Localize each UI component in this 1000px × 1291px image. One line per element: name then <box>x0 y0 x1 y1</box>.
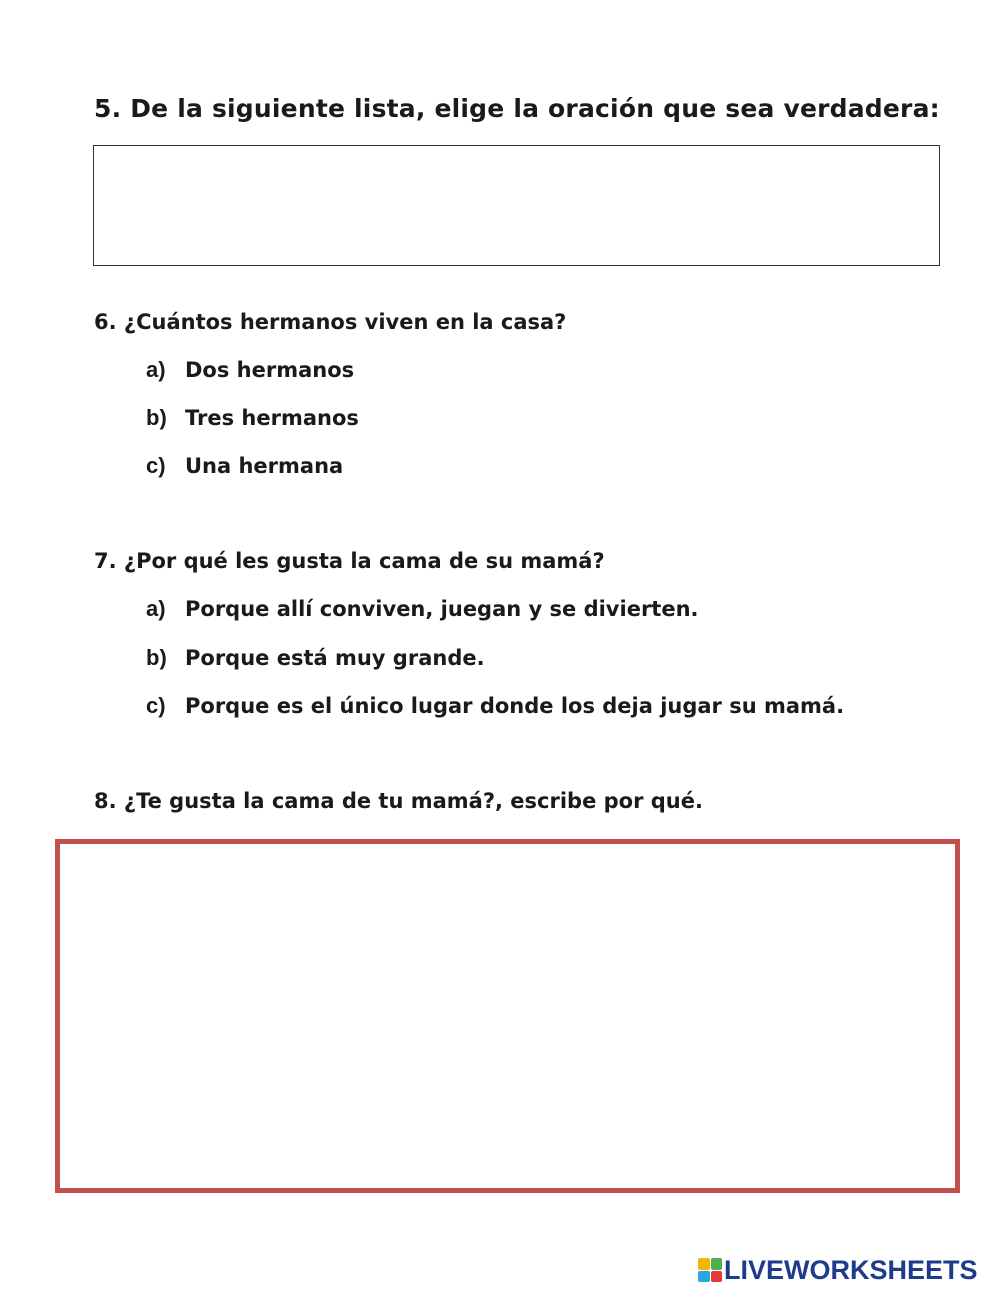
question-8-answer-textarea[interactable] <box>55 839 960 1193</box>
question-6-text: 6. ¿Cuántos hermanos viven en la casa? <box>94 310 567 334</box>
question-5-answer-dropdown[interactable] <box>93 145 940 266</box>
liveworksheets-logo <box>698 1255 978 1285</box>
option-text: Una hermana <box>185 454 344 478</box>
question-7-option-c[interactable] <box>146 693 844 719</box>
liveworksheets-logo-icon <box>698 1258 722 1282</box>
option-letter: c) <box>146 693 166 718</box>
question-6-option-a[interactable] <box>146 357 354 383</box>
option-letter: c) <box>146 453 166 478</box>
option-text: Dos hermanos <box>185 358 355 382</box>
option-letter: b) <box>146 645 167 670</box>
option-letter: b) <box>146 405 167 430</box>
option-text: Porque está muy grande. <box>185 646 485 670</box>
question-8-text: 8. ¿Te gusta la cama de tu mamá?, escribe por qué. <box>94 789 703 813</box>
option-text: Tres hermanos <box>185 406 359 430</box>
option-text: Porque allí conviven, juegan y se divierten. <box>185 597 699 621</box>
option-letter: a) <box>146 596 166 621</box>
option-text: Porque es el único lugar donde los deja jugar su mamá. <box>185 694 845 718</box>
logo-text: LIVEWORKSHEETS <box>724 1254 978 1285</box>
question-6-option-b[interactable] <box>146 405 359 431</box>
question-7-option-b[interactable] <box>146 645 485 671</box>
option-letter: a) <box>146 357 166 382</box>
question-7-option-a[interactable] <box>146 596 699 622</box>
question-7-text: 7. ¿Por qué les gusta la cama de su mamá? <box>94 549 605 573</box>
question-6-option-c[interactable] <box>146 453 343 479</box>
question-5-text: 5. De la siguiente lista, elige la oración que sea verdadera: <box>94 94 940 123</box>
